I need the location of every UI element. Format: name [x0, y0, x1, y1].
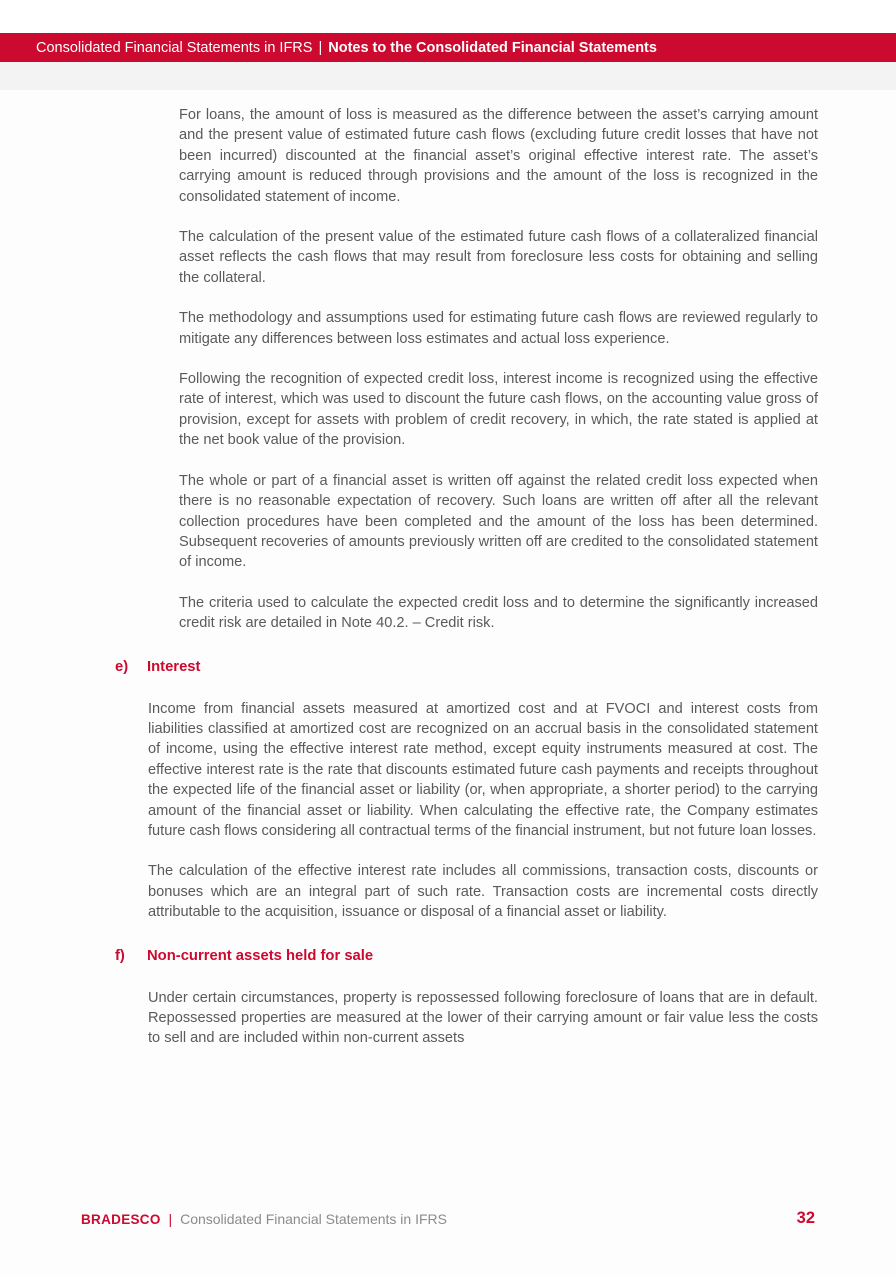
paragraph-effective-interest-rate: The calculation of the effective interest rate includes all commissions, transaction costs, discounts or bonuses which are an integral part of such rate. Transaction costs are incremental costs directly attributable to the acquisition, issuance or disposal of a financial asset or liability.: [148, 863, 818, 921]
page-content: [0, 90, 896, 1049]
section-title: Interest: [147, 658, 201, 675]
paragraph-interest-income: Income from financial assets measured at amortized cost and at FVOCI and interest costs from liabilities classified at amortized cost are recognized on an accrual basis in the consolidated statement of income, using the effective interest rate method, except equity instruments measured at cost. The effective interest rate is the rate that discounts estimated future cash payments and receipts throughout the expected life of the financial asset or liability (or, when appropriate, a shorter period) to the carrying amount of the financial asset or liability. When calculating the effective rate, the Company estimates future cash flows considering all contractual terms of the financial instrument, but not future loan losses.: [148, 700, 818, 839]
footer-brand-line: [81, 1211, 447, 1227]
paragraph-present-value-collateral: The calculation of the present value of the estimated future cash flows of a collateralized financial asset reflects the cash flows that may result from foreclosure less costs for obtaining and selling the collateral.: [179, 229, 818, 286]
section-heading-interest: [115, 659, 896, 675]
paragraph-repossessed-property: Under certain circumstances, property is repossessed following foreclosure of loans that are in default. Repossessed properties are measured at the lower of their carrying amount or fair value less the costs to sell and are included within non-current assets: [148, 989, 818, 1047]
header-doc-title: Consolidated Financial Statements in IFRS: [36, 39, 313, 56]
top-margin: [0, 0, 896, 33]
section-title: Non-current assets held for sale: [147, 947, 374, 964]
header-separator: |: [318, 39, 323, 56]
section-heading-non-current-assets: [115, 948, 896, 964]
header-section-title: Notes to the Consolidated Financial Statements: [328, 39, 657, 56]
section-letter: f): [115, 947, 125, 964]
section-letter: e): [115, 658, 129, 675]
footer-separator: |: [168, 1210, 173, 1227]
page-footer: [81, 1209, 815, 1228]
paragraph-loans-loss-measurement: For loans, the amount of loss is measured as the difference between the asset’s carrying amount and the present value of estimated future cash flows (excluding future credit losses that have not been incurred) discounted at the financial asset’s original effective interest rate. The asset’s carrying amount is reduced through provisions and the amount of the loss is recognized in the consolidated statement of income.: [179, 107, 818, 205]
paragraph-criteria-note-reference: The criteria used to calculate the expected credit loss and to determine the significantly increased credit risk are detailed in Note 40.2. – Credit risk.: [179, 594, 818, 632]
header-bar: [0, 33, 896, 62]
footer-doc-title: Consolidated Financial Statements in IFRS: [180, 1210, 447, 1227]
header-underlay-strip: [0, 62, 896, 90]
paragraph-expected-credit-loss-recognition: Following the recognition of expected credit loss, interest income is recognized using the effective rate of interest, which was used to discount the future cash flows, on the accounting value gross of provision, except for assets with problem of credit recovery, in which, the rate stated is applied at the net book value of the provision.: [179, 371, 818, 449]
page-number: 32: [796, 1209, 815, 1227]
paragraph-write-off: The whole or part of a financial asset is written off against the related credit loss expected when there is no reasonable expectation of recovery. Such loans are written off after all the relevant collection procedures have been completed and the amount of the loss has been determined. Subsequent recoveries of amounts previously written off are credited to the consolidated statement of income.: [179, 472, 818, 571]
brand-logo-text: BRADESCO: [81, 1211, 161, 1227]
paragraph-methodology-assumptions: The methodology and assumptions used for estimating future cash flows are reviewed regularly to mitigate any differences between loss estimates and actual loss experience.: [179, 310, 818, 347]
